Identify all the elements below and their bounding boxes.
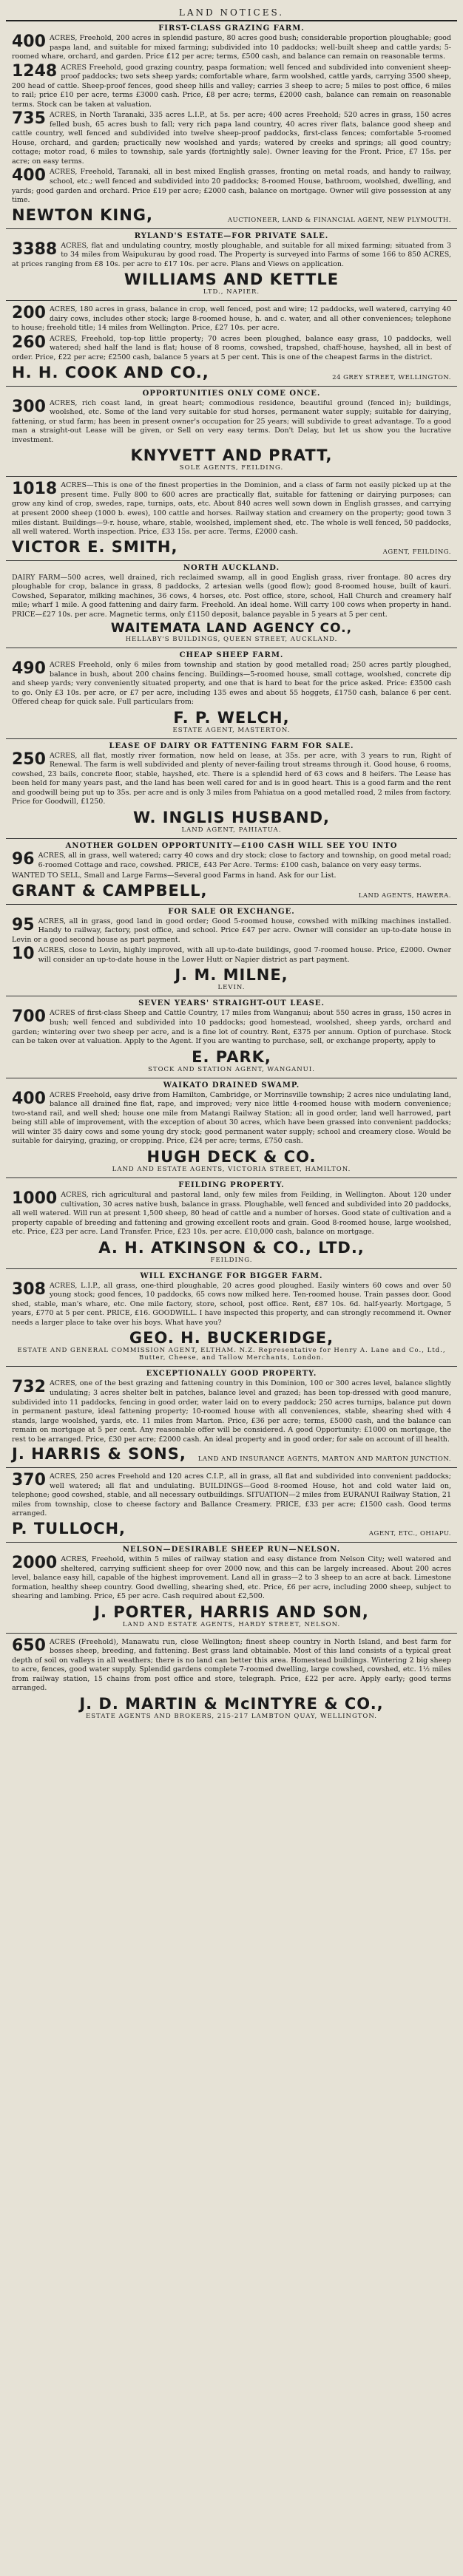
- ad-newton-king: [6, 21, 457, 229]
- agent-row: [12, 539, 451, 556]
- listing: [12, 852, 451, 870]
- listing-text: ACRES Freehold, only 6 miles from township and station by good metalled road; 250 acres partly ploughed, balance in bush, about 200 chains fencing. Buildings—5-roomed house, small cottage, woolshed, concrete dip and sheep yards; very conveniently situated property, and one that is hard to beat for the price asked. Price: £3500 cash to go. Only £3 10s. per acre, or £7 per acre, including 135 ewes and about 55 hoggets, £1750 cash, balance 6 per cent. Offered cheap for quick sale. Full particulars from:: [12, 661, 451, 707]
- listing-text: ACRES, Freehold, Taranaki, all in best mixed English grasses, fronting on metal roads, and handy to railway, school, etc.; well fenced and subdivided into 20 paddocks; 8-roomed House, bathroom, woolshed, dwelling, and yards; good garden and orchard. Price £19 per acre; £2000 cash, balance on mortgage. Owner will give possession at any time.: [12, 168, 451, 205]
- agent-description: STOCK AND STATION AGENT, WANGANUI.: [148, 1065, 315, 1073]
- listing-text: DAIRY FARM—500 acres, well drained, rich reclaimed swamp, all in good English grass, river frontage. 80 acres dry ploughable for crop, balance in grass, 8 paddocks, 2 artesian wells (good flow); good 8-roomed house, built of kauri. Cowshed, Separator, milking machines, 36 cows, 4 horses, etc. Post office, store, school, Hall Church and creamery half mile; wharf 1 mile. A good fattening and dairy farm. Freehold. An ideal home. Will carry 100 cows when property in hand. PRICE—£27 10s. per acre. Magnetic terms, only £1150 deposit, balance payable in 5 years at 5 per cent.: [12, 573, 451, 619]
- agent-row: [12, 207, 451, 224]
- listing: [12, 661, 451, 707]
- listing-acreage: 1018: [12, 480, 58, 499]
- ad-victor-smith: [6, 477, 457, 560]
- ad-headline: WAIKATO DRAINED SWAMP.: [163, 1081, 300, 1090]
- listing-text: ACRES, 180 acres in grass, balance in crop, well fenced, post and wire; 12 paddocks, well watered, carrying 40 dairy cows, includes other stock; large 8-roomed house, h. and c. water, and all other conveniences; telephone to house; freehold title; 14 miles from Wellington. Price, £27 10s. per acre.: [12, 305, 451, 333]
- listing-acreage: 260: [12, 333, 46, 352]
- ad-cook-co: [6, 301, 457, 386]
- listing: [12, 239, 451, 270]
- listing-text: ACRES, L.I.P., all grass, one-third ploughable, 20 acres good ploughed. Easily winters 60 cows and over 50 young stock; good fences, 10 paddocks, 65 cows now milked here. Ten-roomed house. Train passes door. Good shed, stable, man's whare, etc. One mile factory, store, school, post office. Rent, £87 10s. 6d. half-yearly. Mortgage, 5 years, £770 at 5 per cent. PRICE, £16. GOODWILL. I have inspected this property, and can strongly recommend it. Owner needs a larger place to take over his boys. What have you?: [12, 1281, 451, 1327]
- agent-name: F. P. WELCH,: [173, 708, 290, 727]
- listing-text: WANTED TO SELL, Small and Large Farms—Several good Farms in hand. Ask for our List.: [12, 871, 337, 880]
- agent-name: P. TULLOCH,: [12, 1519, 126, 1537]
- agent-name: J. M. MILNE,: [175, 966, 288, 985]
- listing-acreage: 700: [12, 1007, 46, 1027]
- listing: [12, 335, 451, 363]
- listing-text: ACRES, Freehold, top-top little property; 70 acres been ploughed, balance easy grass, 10 paddocks, well watered; shed half the land is flat; house of 8 rooms, cowshed, trapshed, chaff-house, hayshed, all in best of order. Price, £22 per acre; £2500 cash, balance 5 years at 5 per cent. This is one of the cheapest farms in the district.: [12, 334, 451, 361]
- listing-text: ACRES, all in grass, well watered; carry 40 cows and dry stock; close to factory and township, on good metal road; 6-roomed Cottage and race, cowshed. PRICE, £43 Per Acre. Terms: £100 cash, balance on very easy terms.: [38, 852, 451, 869]
- ad-williams-kettle: [6, 229, 457, 302]
- agent-name: KNYVETT AND PRATT,: [130, 446, 333, 465]
- agent-name: W. INGLIS HUSBAND,: [133, 808, 330, 826]
- ad-buckeridge: [6, 1269, 457, 1367]
- listing-text: ACRES, flat and undulating country, mostly ploughable, and suitable for all mixed farming; situated from 3 to 34 miles from Waipukurau by good road. The Property is surveyed into Farms of some 166 to 850 ACRES, at prices ranging from £8 10s. per acre to £17 10s. per acre. Plans and Views on application.: [12, 241, 451, 268]
- agent-description: SOLE AGENTS, FEILDING.: [179, 464, 284, 472]
- listing: [12, 917, 451, 945]
- listing: [12, 1009, 451, 1046]
- listing-acreage: 400: [12, 166, 46, 186]
- ad-atkinson: [6, 1178, 457, 1269]
- listing-text: ACRES, all flat, mostly river formation, now held on lease, at 35s. per acre, with 3 years to run, Right of Renewal. The farm is well subdivided and plenty of never-failing trout streams through it. Good house, 6 rooms, cowshed, 23 bails, concrete floor, stable, hayshed, etc. There is a splendid herd of 63 cows and 8 heifers. The Lease has been held for many years past, and the land has been well cared for and is in good heart. This is a good farm and the rent and goodwill being put up to 35s. per acre and is only 3 miles from Pahiatua on a good metalled road, 2 miles from factory. Price for Goodwill, £1250.: [12, 751, 451, 806]
- listing-acreage: 308: [12, 1279, 46, 1299]
- listing-text: ACRES, rich coast land, in great heart; commodious residence, beautiful ground (fenced in); buildings, woolshed, etc. Some of the land very suitable for stud horses, permanent water supply; suitable for dairying, fattening, or stud farm; has been in present owner's occupation for 25 years; will subdivide to great advantage. To a good man a straight-out Lease will be given, or Sell on very easy terms. Don't Delay, but let us show you the lucrative investment.: [12, 398, 451, 444]
- ad-milne: [6, 905, 457, 997]
- listing: [12, 399, 451, 446]
- agent-name: WILLIAMS AND KETTLE: [124, 271, 339, 289]
- listing: [12, 61, 451, 110]
- ad-headline: NORTH AUCKLAND.: [183, 563, 280, 572]
- listing: [12, 1638, 451, 1693]
- listing-acreage: 2000: [12, 1554, 58, 1573]
- ad-headline: OPPORTUNITIES ONLY COME ONCE.: [142, 389, 321, 398]
- agent-description: ESTATE AGENTS AND BROKERS, 215-217 LAMBTON QUAY, WELLINGTON.: [86, 1713, 377, 1721]
- listing-acreage: 10: [12, 945, 35, 964]
- ad-headline: FIRST-CLASS GRAZING FARM.: [158, 24, 305, 33]
- ad-headline: LEASE OF DAIRY OR FATTENING FARM FOR SALE.: [109, 741, 354, 750]
- ad-tulloch: [6, 1468, 457, 1543]
- agent-name: A. H. ATKINSON & CO., LTD.,: [98, 1238, 365, 1257]
- listing-acreage: 490: [12, 659, 46, 678]
- agent-description: AGENT, FEILDING.: [382, 548, 451, 556]
- agent-description: ESTATE AGENT, MASTERTON.: [172, 726, 291, 734]
- listing: [12, 1279, 451, 1328]
- listing-acreage: 1000: [12, 1189, 58, 1208]
- listing-acreage: 300: [12, 397, 46, 416]
- listing-acreage: 200: [12, 304, 46, 323]
- ad-harris-sons: [6, 1367, 457, 1468]
- ad-porter-harris: [6, 1543, 457, 1634]
- listing: [12, 1379, 451, 1444]
- listing-acreage: 250: [12, 750, 46, 769]
- ad-waitemata: [6, 561, 457, 648]
- agent-row: [12, 1520, 451, 1537]
- listing-text: ACRES, Freehold, 200 acres in splendid pasture, 80 acres good bush; considerable proportion ploughable; good paspa land, and suitable for mixed farming; subdivided into 10 paddocks; well-built sheep and cattle yards; 5-roomed whare, orchard, and garden. Price £12 per acre; terms, £500 cash, and balance can remain on reasonable terms.: [12, 34, 451, 61]
- listing-acreage: 95: [12, 915, 35, 934]
- listing: [12, 111, 451, 166]
- agent-row: [12, 1446, 451, 1463]
- agent-description: LAND AND ESTATE AGENTS, HARDY STREET, NELSON.: [122, 1620, 341, 1628]
- ad-headline: ANOTHER GOLDEN OPPORTUNITY—£100 CASH WILL SEE YOU INTO: [65, 842, 398, 851]
- agent-description: LAND AND INSURANCE AGENTS, MARTON AND MARTON JUNCTION.: [197, 1455, 451, 1464]
- ad-headline: FOR SALE OR EXCHANGE.: [168, 907, 295, 916]
- agent-description: LEVIN.: [217, 984, 246, 992]
- agent-row: [12, 364, 451, 381]
- agent-name: J. HARRIS & SONS,: [12, 1445, 186, 1464]
- agent-description: AUCTIONEER, LAND & FINANCIAL AGENT, NEW PLYMOUTH.: [227, 216, 451, 224]
- agent-description: HELLABY'S BUILDINGS, QUEEN STREET, AUCKLAND.: [125, 636, 338, 643]
- listing: [12, 305, 451, 333]
- agent-description: LTD., NAPIER.: [203, 288, 260, 296]
- listing-acreage: 370: [12, 1471, 46, 1490]
- ad-welch: [6, 648, 457, 739]
- listing: [12, 1555, 451, 1602]
- ad-headline: RYLAND'S ESTATE—FOR PRIVATE SALE.: [134, 231, 329, 240]
- ad-hugh-deck: [6, 1078, 457, 1178]
- listing: [12, 1091, 451, 1146]
- listing-acreage: 650: [12, 1636, 46, 1655]
- ad-headline: SEVEN YEARS' STRAIGHT-OUT LEASE.: [138, 999, 325, 1008]
- ad-headline: NELSON—DESIRABLE SHEEP RUN—NELSON.: [122, 1546, 341, 1554]
- agent-description: AGENT, ETC., OHIAPU.: [368, 1530, 451, 1538]
- listing-text: ACRES, in North Taranaki, 335 acres L.I.P., at 5s. per acre; 400 acres Freehold; 520 acres in grass, 150 acres felled bush, 65 acres bush to fall; very rich papa land country, 40 acres river flats, balance good sheep and cattle country, well fenced and subdivided into twelve sheep-proof paddocks, first-class fences; comfortable 5-roomed House, orchard, and garden; practically new woolshed and yards; watered by creeks and springs; all good country; cottage; motor road, 6 miles to township, sale yards (fortnightly sale). Owner leaving for the Front. Price, £7 15s. per acre; on easy terms.: [12, 111, 451, 166]
- newspaper-page: [6, 6, 457, 2564]
- ad-grant-campbell: [6, 839, 457, 905]
- listing-text: ACRES, close to Levin, highly improved, with all up-to-date buildings, good 7-roomed house. Price, £2000. Owner will consider an up-to-date house in the Lower Hutt or Napier district as part payment.: [38, 946, 451, 964]
- listing-text: ACRES, one of the best grazing and fattening country in this Dominion, 100 or 300 acres level, balance slightly undulating; 3 acres shelter belt in patches, balance level and grazed; has been top-dressed with good manure, subdivided into 11 paddocks, fencing in good order, water laid on to every paddock; 250 acres turnips, balance put down in permanent pasture, ideal fattening property; 10-roomed house with all conveniences, stable, shearing shed with 4 stands, large woolshed, yards, etc. 11 miles from Marton. Price, £36 per acre; terms, £5000 cash, and the balance can remain on mortgage at 5 per cent. Any reasonable offer will be considered. A good Opportunity: £1000 on mortgage, the rest to be arranged. Price, £30 per acre; £2000 cash. An ideal property and in good order; for sale on account of ill health.: [12, 1379, 451, 1444]
- agent-name: VICTOR E. SMITH,: [12, 537, 178, 556]
- agent-name: GRANT & CAMPBELL,: [12, 881, 208, 900]
- listing: [12, 34, 451, 62]
- agent-description: LAND AGENTS, HAWERA.: [358, 891, 451, 900]
- ad-headline: CHEAP SHEEP FARM.: [179, 651, 284, 659]
- listing: [12, 946, 451, 965]
- ad-martin-mcintyre: [6, 1634, 457, 1724]
- listing: [12, 168, 451, 205]
- ad-headline: EXCEPTIONALLY GOOD PROPERTY.: [146, 1370, 317, 1379]
- listing-acreage: 1248: [12, 61, 58, 81]
- ad-park: [6, 996, 457, 1078]
- listing: [12, 871, 451, 881]
- listing-text: ACRES Freehold, easy drive from Hamilton, Cambridge, or Morrinsville township; 2 acres nice undulating land, balance all drained fine flat, rape, and improved; very nice little 4-roomed house with modern convenience; two-stand rail, and well shed; house one mile from Matangi Railway Station; all in good order, land well harrowed, part being still able of improvement, with the exception of about 30 acres, which have been grassed into convenient paddocks; will winter 35 dairy cows and some young dry stock; good permanent water supply; school and creamery close. Would be suitable for dairying, grazing, or cropping. Price, £24 per acre; terms, £750 cash.: [12, 1090, 451, 1146]
- listing-acreage: 400: [12, 33, 46, 51]
- listing-acreage: 96: [12, 850, 35, 869]
- agent-name: HUGH DECK & CO.: [146, 1147, 317, 1166]
- listing-text: ACRES, all in grass, good land in good order; Good 5-roomed house, cowshed with milking machines installed. Handy to railway, factory, post office, and school. Price £47 per acre. Owner will consider an up-to-date house in Levin or a good second house as part payment.: [12, 917, 451, 944]
- listing: [12, 481, 451, 537]
- ad-knyvett-pratt: [6, 387, 457, 478]
- agent-description: LAND AGENT, PAHIATUA.: [181, 826, 282, 835]
- agent-name: GEO. H. BUCKERIDGE,: [129, 1329, 334, 1348]
- agent-description: FEILDING.: [210, 1256, 253, 1264]
- page-heading: LAND NOTICES.: [6, 6, 457, 21]
- agent-description: ESTATE AND GENERAL COMMISSION AGENT, ELTHAM. N.Z. Representative for Henry A. Lane and Co., Ltd., Butter, Cheese, and Tallow Merchants, London.: [17, 1347, 446, 1362]
- listing-text: ACRES, rich agricultural and pastoral land, only few miles from Feilding, in Wellington. About 120 under cultivation, 30 acres native bush, balance in grass. Ploughable, well fenced and subdivided into 20 paddocks, all well watered. Will run at present 1,500 sheep, 80 head of cattle and a number of horses. Good state of cultivation and a property capable of breeding and fattening and growing excellent roots and grain. Good 8-roomed house, large woolshed, etc. Price, £23 per acre. Land Transfer. Price, £23 10s. per acre. £10,000 cash, balance on mortgage.: [12, 1190, 451, 1237]
- agent-name: WAITEMATA LAND AGENCY CO.,: [110, 621, 353, 636]
- ad-inglis-husband: [6, 739, 457, 839]
- agent-name: H. H. COOK AND CO.,: [12, 363, 209, 381]
- listing-text: ACRES, 250 acres Freehold and 120 acres C.I.P., all in grass, all flat and subdivided into convenient paddocks; well watered; all flat and undulating. BUILDINGS—Good 8-roomed House, hot and cold water laid on, telephone; good cowshed, stable, and all necessary outbuildings. SITUATION—2 miles from EURANUI Railway Station, 21 miles from township, close to cheese factory and Ballance Creamery. PRICE, £33 per acre; £1500 cash. Good terms arranged.: [12, 1472, 451, 1518]
- listing-text: ACRES—This is one of the finest properties in the Dominion, and a class of farm not easily picked up at the present time. Fully 800 to 600 acres are practically flat, suitable for fattening or dairying purposes; can grow any kind of crop, swedes, rape, turnips, oats, etc. About 840 acres well sown down in English grasses, and carrying at present 2000 sheep (1000 b. ewes), 100 cattle and horses. Railway station and creamery on the property; good town 3 miles distant. Buildings—9-r. house, whare, stable, woolshed, implement shed, etc. The whole is well fenced, 50 paddocks, all well watered. Worth inspection. Price, £33 15s. per acre. Terms, £2000 cash.: [12, 481, 451, 537]
- listing: [12, 1472, 451, 1519]
- listing-acreage: 3388: [12, 239, 58, 259]
- listing-acreage: 400: [12, 1089, 46, 1108]
- agent-name: J. D. MARTIN & McINTYRE & CO.,: [79, 1694, 384, 1713]
- listing-text: ACRES (Freehold), Manawatu run, close Wellington; finest sheep country in North Island, and best farm for bosses sheep, breeding, and fattening. Best grass land obtainable. Most of this land consists of a typical great depth of soil on valleys in all weathers; there is no land can better this area. Homestead buildings. Wintering 2 big sheep to acre, fences, good water supply. Splendid gardens complete 7-roomed dwelling, large cowshed, cowshed, etc. 1½ miles from railway station, 15 chains from post office and store, telegraph. Price, £22 per acre. Apply early; good terms arranged.: [12, 1637, 451, 1693]
- listing-text: ACRES Freehold, good grazing country, paspa formation; well fenced and subdivided into convenient sheep-proof paddocks; two sets sheep yards; comfortable whare, farm woolshed, cattle yards, carrying 3500 sheep, 200 head of cattle. Sheep-proof fences, good sheep hills and valley; carries 3 sheep to acre; 5 miles to post office, 6 miles to rail; price £10 per acre, terms £3000 cash. Price, £8 per acre; terms, £2000 cash, balance can remain on reasonable terms. Stock can be taken at valuation.: [12, 63, 451, 109]
- listing: [12, 752, 451, 807]
- agent-description: LAND AND ESTATE AGENTS, VICTORIA STREET, HAMILTON.: [112, 1165, 351, 1173]
- listing: [12, 1191, 451, 1237]
- listing-acreage: 732: [12, 1378, 46, 1397]
- agent-name: J. PORTER, HARRIS AND SON,: [94, 1603, 369, 1621]
- listing-acreage: 735: [12, 109, 46, 129]
- listing-text: ACRES, Freehold, within 5 miles of railway station and easy distance from Nelson City; well watered and sheltered, carrying sufficient sheep for over 2000 now, and this can be largely increased. About 200 acres level, balance easy hill, capable of the highest improvement. Land all in grass—2 to 3 sheep to an acre at back. Limestone formation, healthy sheep country. Good dwelling, shearing shed, etc. Price, £6 per acre, including 2000 sheep, subject to shearing and lambing. Price, £5 per acre. Cash required about £2,500.: [12, 1555, 451, 1601]
- agent-row: [12, 883, 451, 900]
- agent-name: E. PARK,: [192, 1047, 271, 1066]
- listing-text: ACRES of first-class Sheep and Cattle Country, 17 miles from Wanganui; about 550 acres in grass, 150 acres in bush; well fenced and subdivided into 10 paddocks; good homestead, woolshed, sheep yards, orchard and garden; wintering over two sheep per acre, and is a fine lot of country. Rent, £375 per annum. Option of purchase. Stock can be taken over at valuation. Apply to the Agent. If you are wanting to purchase, sell, or exchange property, apply to: [12, 1009, 451, 1046]
- agent-description: 24 GREY STREET, WELLINGTON.: [332, 373, 451, 381]
- agent-name: NEWTON KING,: [12, 205, 154, 224]
- listing: [12, 574, 451, 620]
- ad-headline: FEILDING PROPERTY.: [178, 1180, 285, 1189]
- ad-headline: WILL EXCHANGE FOR BIGGER FARM.: [140, 1271, 323, 1280]
